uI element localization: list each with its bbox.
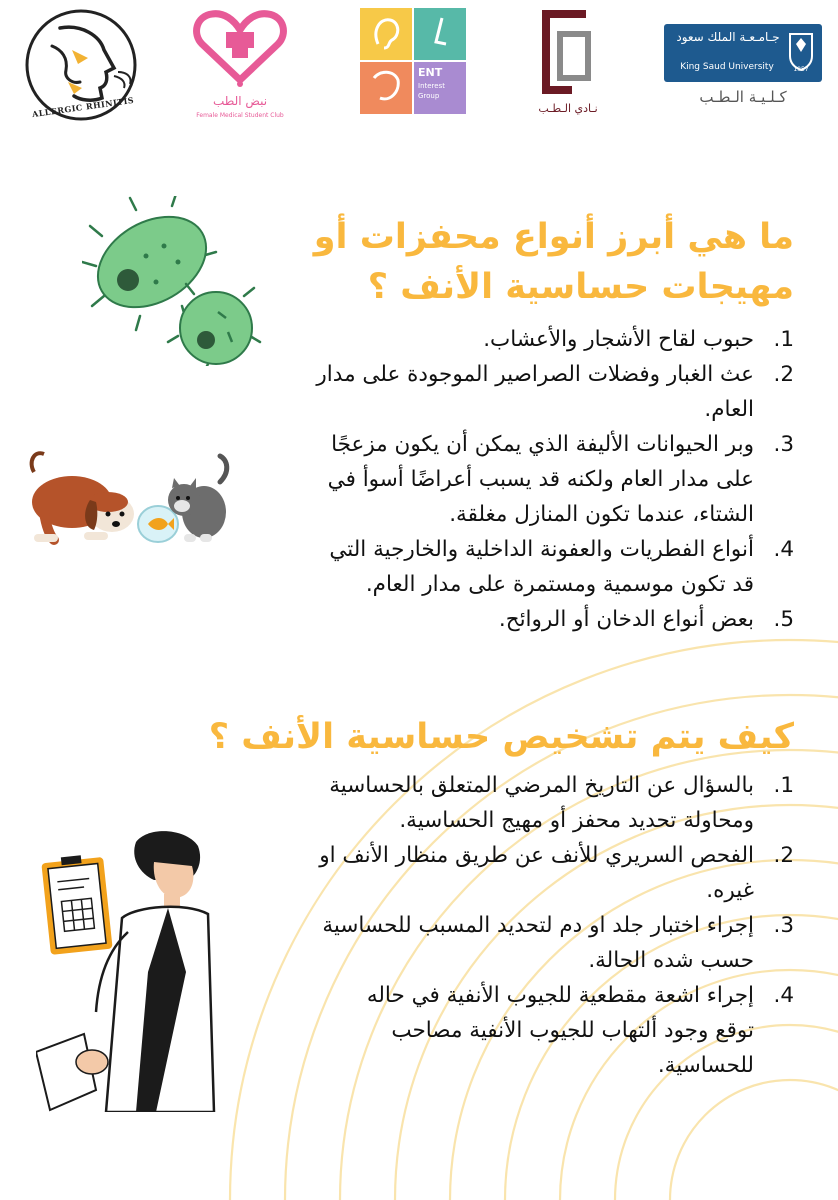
list-item xyxy=(234,908,794,978)
allergic-rhinitis-logo xyxy=(22,6,140,124)
ent-sub1: Interest xyxy=(418,82,445,90)
item-number: .1 xyxy=(773,327,794,352)
item-text-line: للحساسية. xyxy=(657,1053,754,1078)
ksu-college-caption: كـلـيـة الـطـب xyxy=(699,88,787,106)
ksu-english-name: King Saud University xyxy=(680,62,774,72)
ksu-year: 1957 xyxy=(793,66,809,73)
item-text-line: حبوب لقاح الأشجار والأعشاب. xyxy=(483,327,754,352)
ent-sub2: Group xyxy=(418,92,440,100)
list-item xyxy=(234,978,794,1083)
item-number: .4 xyxy=(773,537,794,562)
item-text-line: إجراء اشعة مقطعية للجيوب الأنفية في حاله xyxy=(366,983,754,1008)
item-text-line: قد تكون موسمية ومستمرة على مدار العام. xyxy=(365,572,754,597)
list-item xyxy=(234,357,794,427)
nabd-altib-logo xyxy=(188,8,292,123)
allergic-rhinitis-caption: ALLERGIC RHINITIS xyxy=(31,94,135,120)
item-text-line: ومحاولة تحديد محفز أو مهيج الحساسية. xyxy=(399,808,754,833)
item-number: .3 xyxy=(773,913,794,938)
ksu-arabic-name: جـامـعـة الملك سعود xyxy=(676,30,780,44)
doctor-illustration xyxy=(36,822,236,1112)
section2-title: كيف يتم تشخيص حساسية الأنف ؟ xyxy=(208,717,794,757)
item-number: .2 xyxy=(773,362,794,387)
nadi-altib-caption: نـادي الـطـب xyxy=(538,102,598,115)
nabd-altib-caption: نبض الطب xyxy=(212,94,268,108)
list-item xyxy=(234,427,794,532)
item-text-line: الفحص السريري للأنف عن طريق منظار الأنف او xyxy=(319,843,754,868)
nadi-altib-logo xyxy=(528,6,608,121)
nadi-emblem xyxy=(528,6,608,98)
nabd-altib-subcaption: Female Medical Student Club xyxy=(196,112,284,119)
list-item xyxy=(234,768,794,838)
item-text-line: حسب شده الحالة. xyxy=(588,948,754,973)
item-text-line: بالسؤال عن التاريخ المرضي المتعلق بالحساسية xyxy=(329,773,754,798)
item-text-line: العام. xyxy=(704,397,754,422)
pets-illustration xyxy=(24,442,234,552)
ksu-logo xyxy=(664,24,822,116)
item-number: .4 xyxy=(773,983,794,1008)
triggers-list xyxy=(234,322,794,637)
ent-interest-group-logo xyxy=(360,8,466,114)
item-text-line: بعض أنواع الدخان أو الروائح. xyxy=(498,607,754,632)
list-item xyxy=(234,838,794,908)
item-text-line: وبر الحيوانات الأليفة الذي يمكن أن يكون مزعجًا xyxy=(331,432,754,457)
section1-title-line1: ما هي أبرز أنواع محفزات أو xyxy=(313,217,794,257)
list-item xyxy=(234,532,794,602)
diagnosis-list xyxy=(234,768,794,1083)
item-text-line: على مدار العام ولكنه قد يسبب أعراضًا أسوأ في xyxy=(327,467,754,492)
item-number: .2 xyxy=(773,843,794,868)
item-number: .3 xyxy=(773,432,794,457)
list-item xyxy=(234,602,794,637)
item-text-line: إجراء اختبار جلد او دم لتحديد المسبب للحساسية xyxy=(322,913,754,938)
item-text-line: الشتاء، عندما تكون المنازل مغلقة. xyxy=(449,502,754,527)
ent-label: ENT xyxy=(418,66,443,79)
section1-title xyxy=(254,212,794,312)
item-number: .1 xyxy=(773,773,794,798)
section1-title-line2: مهيجات حساسية الأنف ؟ xyxy=(367,267,794,307)
item-text-line: أنواع الفطريات والعفونة الداخلية والخارجية التي xyxy=(329,537,754,562)
item-text-line: توقع وجود ألتهاب للجيوب الأنفية مصاحب xyxy=(391,1018,754,1043)
list-item xyxy=(234,322,794,357)
nabd-heart-emblem xyxy=(188,8,292,88)
item-text-line: غيره. xyxy=(706,878,754,903)
item-text-line: عث الغبار وفضلات الصراصير الموجودة على مدار xyxy=(316,362,754,387)
item-number: .5 xyxy=(773,607,794,632)
